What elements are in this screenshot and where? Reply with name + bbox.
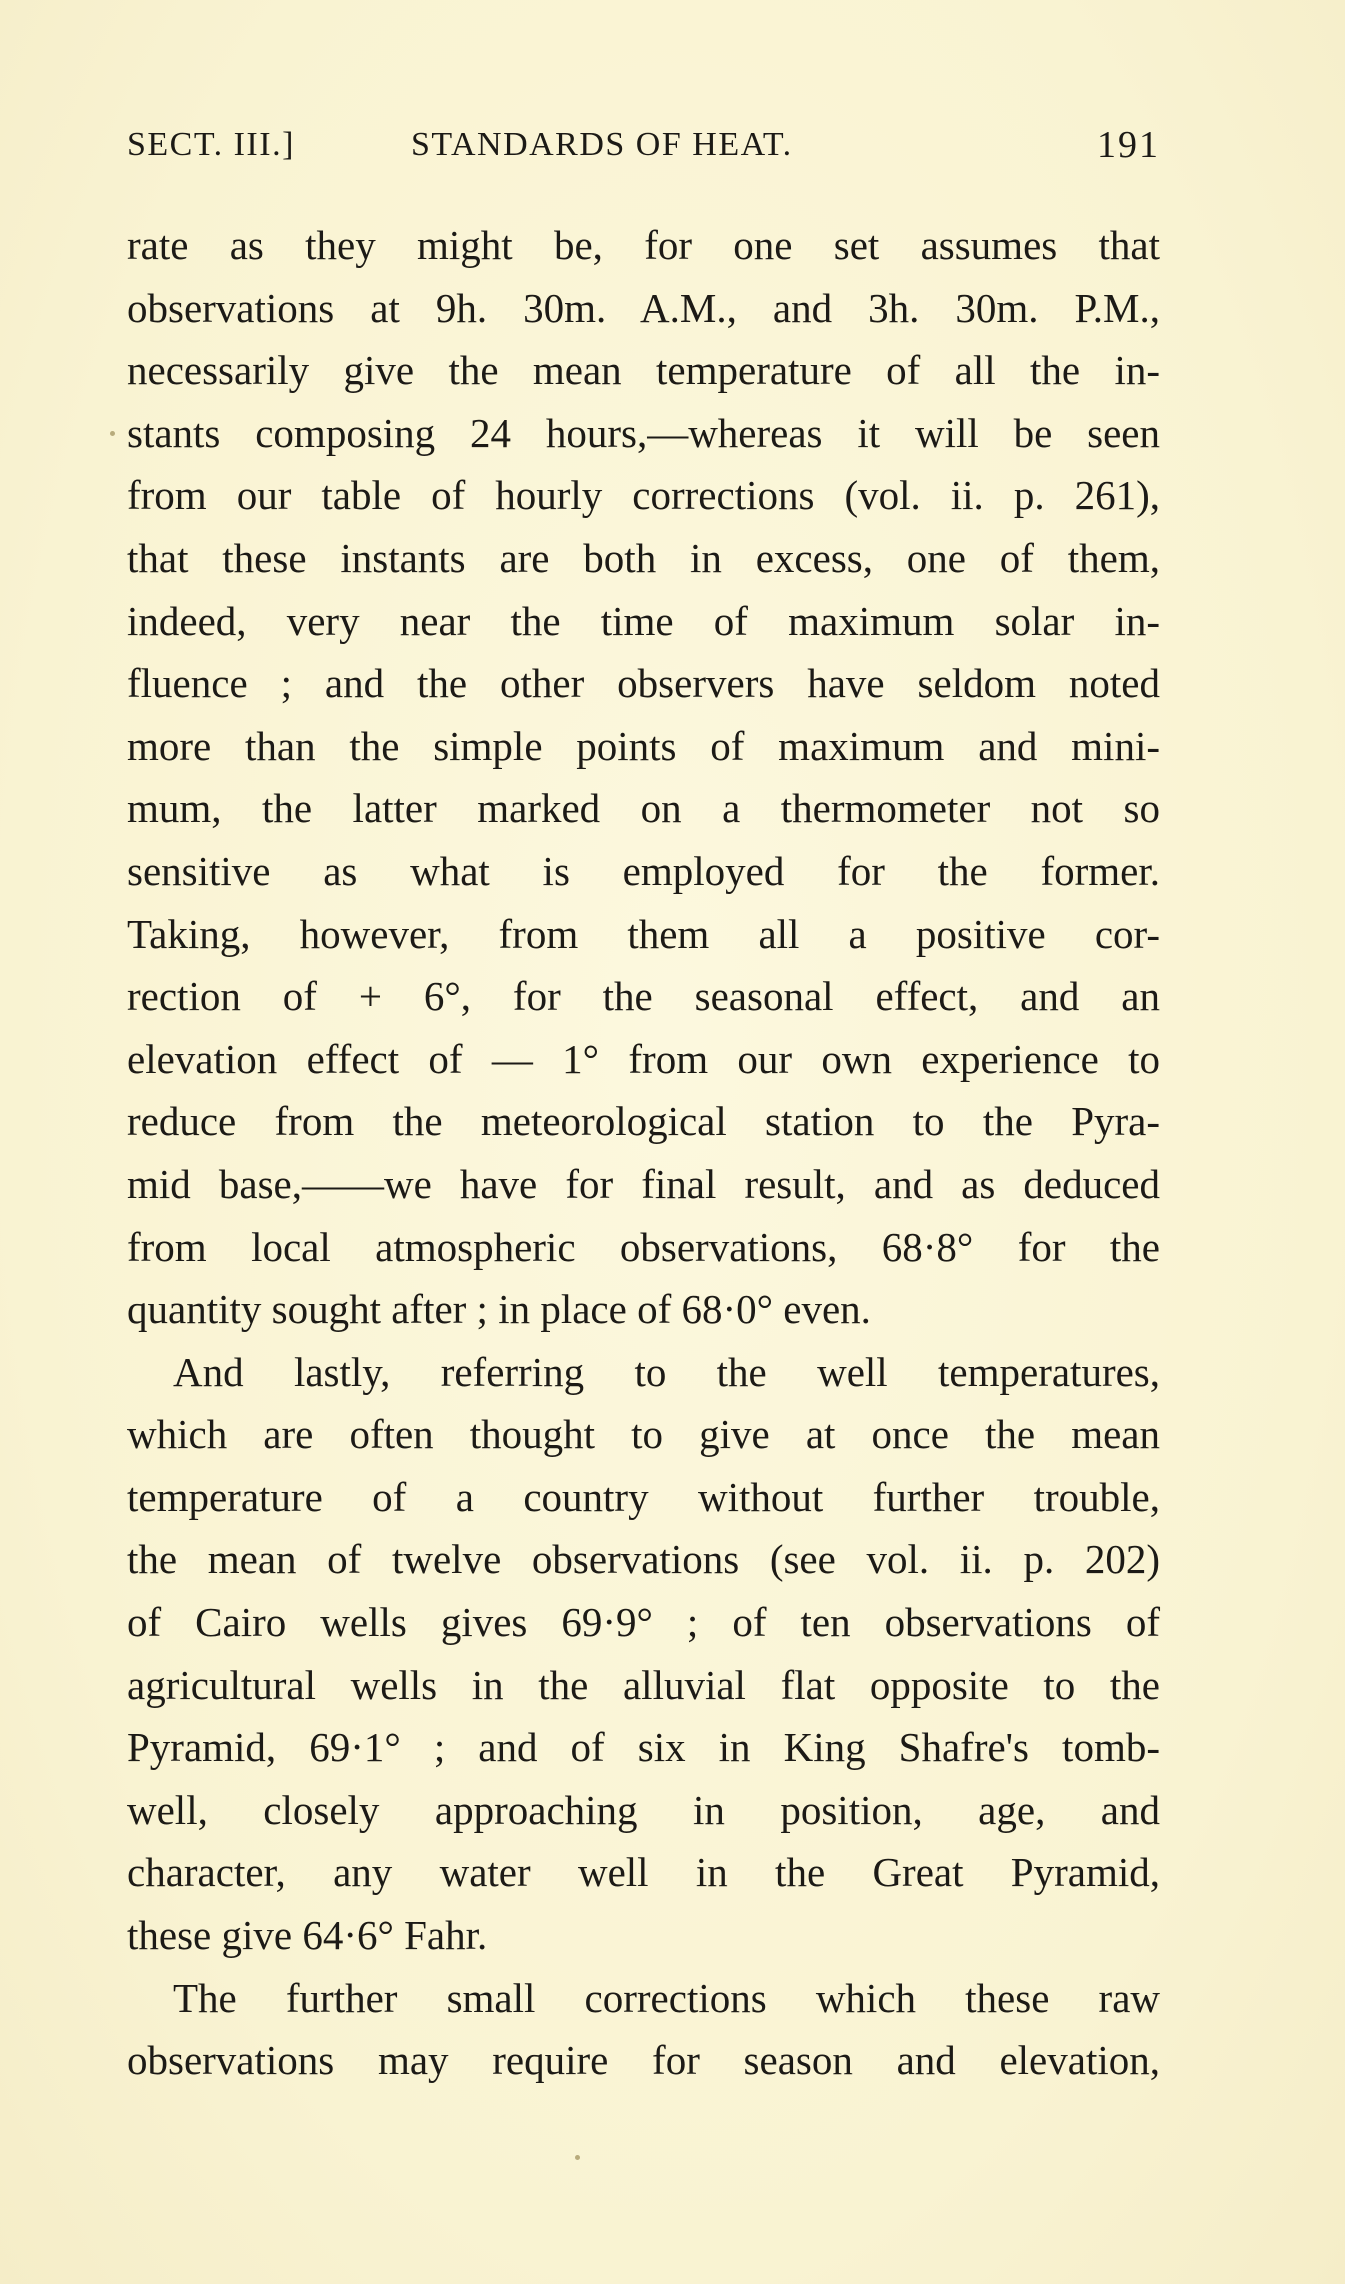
- text-line: temperature of a country without further trouble,: [127, 1473, 1160, 1520]
- text-line: quantity sought after ; in place of 68·0° even.: [127, 1286, 871, 1333]
- running-head: [127, 122, 1160, 168]
- text-line: agricultural wells in the alluvial flat opposite to the: [127, 1661, 1160, 1708]
- text-line: indeed, very near the time of maximum solar in-: [127, 597, 1160, 644]
- text-line: reduce from the meteorological station to the Pyra-: [127, 1098, 1160, 1145]
- text-line: from our table of hourly corrections (vol. ii. p. 261),: [127, 472, 1160, 519]
- text-line: mum, the latter marked on a thermometer not so: [127, 785, 1160, 832]
- running-title: STANDARDS OF HEAT.: [411, 126, 793, 163]
- text-line: sensitive as what is employed for the former.: [127, 847, 1160, 894]
- section-label: SECT. III.]: [127, 126, 295, 163]
- text-line: which are often thought to give at once the mean: [127, 1411, 1160, 1458]
- text-line: necessarily give the mean temperature of all the in-: [127, 347, 1160, 394]
- text-line: rate as they might be, for one set assumes that: [127, 222, 1160, 268]
- text-line: Pyramid, 69·1° ; and of six in King Shafre's tomb-: [127, 1724, 1160, 1771]
- text-line: more than the simple points of maximum and mini-: [127, 722, 1160, 769]
- text-line: Taking, however, from them all a positive cor-: [127, 910, 1160, 957]
- text-line: the mean of twelve observations (see vol. ii. p. 202): [127, 1536, 1160, 1583]
- text-line: character, any water well in the Great Pyramid,: [127, 1849, 1160, 1896]
- text-line: these give 64·6° Fahr.: [127, 1912, 488, 1959]
- text-line: mid base,——we have for final result, and as deduced: [127, 1160, 1160, 1207]
- text-line: observations may require for season and elevation,: [127, 2037, 1160, 2084]
- text-line: fluence ; and the other observers have seldom noted: [127, 660, 1160, 707]
- text-line: that these instants are both in excess, one of them,: [127, 534, 1160, 581]
- margin-speck: [110, 431, 115, 436]
- text-line: observations at 9h. 30m. A.M., and 3h. 30m. P.M.,: [127, 284, 1160, 331]
- page-number: 191: [1097, 124, 1160, 166]
- paper-speck: [575, 2155, 580, 2160]
- text-line: from local atmospheric observations, 68·8° for the: [127, 1223, 1160, 1270]
- text-line: elevation effect of — 1° from our own experience to: [127, 1035, 1160, 1082]
- text-line: The further small corrections which these raw: [173, 1974, 1160, 2021]
- text-line: And lastly, referring to the well temperatures,: [173, 1348, 1160, 1395]
- body-text: [127, 214, 1160, 2092]
- text-line: well, closely approaching in position, age, and: [127, 1786, 1160, 1833]
- text-line: rection of + 6°, for the seasonal effect, and an: [127, 973, 1160, 1020]
- text-line: of Cairo wells gives 69·9° ; of ten observations of: [127, 1599, 1160, 1646]
- text-line: stants composing 24 hours,—whereas it will be seen: [127, 409, 1160, 456]
